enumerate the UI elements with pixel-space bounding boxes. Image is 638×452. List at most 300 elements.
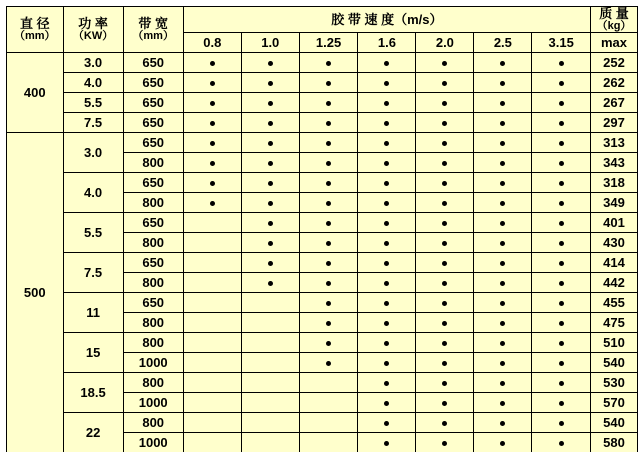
dot-icon: [559, 161, 564, 166]
dot-icon: [442, 161, 447, 166]
mass-cell: 401: [591, 213, 638, 233]
dot-icon: [384, 121, 389, 126]
power-cell: 3.0: [63, 53, 123, 73]
dot-icon: [384, 141, 389, 146]
dot-icon: [500, 101, 505, 106]
dot-icon: [559, 81, 564, 86]
dot-icon: [559, 101, 564, 106]
header-power-unit: （KW）: [72, 29, 114, 42]
dot-icon: [268, 221, 273, 226]
table-row: [7, 293, 638, 313]
dot-icon: [384, 61, 389, 66]
belt-width-cell: 800: [123, 233, 183, 253]
availability-dot-cell: [299, 333, 358, 353]
dot-icon: [442, 201, 447, 206]
table-row: [7, 53, 638, 73]
availability-empty-cell: [299, 393, 358, 413]
availability-empty-cell: [241, 333, 299, 353]
mass-cell: 475: [591, 313, 638, 333]
dot-icon: [210, 101, 215, 106]
availability-empty-cell: [241, 393, 299, 413]
mass-cell: 349: [591, 193, 638, 213]
availability-empty-cell: [183, 373, 241, 393]
availability-dot-cell: [358, 393, 416, 413]
availability-dot-cell: [183, 73, 241, 93]
dot-icon: [442, 301, 447, 306]
dot-icon: [559, 341, 564, 346]
availability-dot-cell: [241, 273, 299, 293]
mass-cell: 570: [591, 393, 638, 413]
availability-dot-cell: [474, 333, 532, 353]
availability-dot-cell: [358, 53, 416, 73]
availability-dot-cell: [416, 273, 474, 293]
availability-dot-cell: [416, 53, 474, 73]
availability-dot-cell: [474, 273, 532, 293]
dot-icon: [500, 121, 505, 126]
dot-icon: [326, 241, 331, 246]
availability-empty-cell: [241, 293, 299, 313]
availability-empty-cell: [183, 253, 241, 273]
belt-width-cell: 800: [123, 153, 183, 173]
table-row: [7, 73, 638, 93]
dot-icon: [326, 121, 331, 126]
availability-dot-cell: [532, 173, 591, 193]
dot-icon: [384, 101, 389, 106]
dot-icon: [384, 181, 389, 186]
dot-icon: [559, 221, 564, 226]
availability-empty-cell: [183, 313, 241, 333]
dot-icon: [442, 261, 447, 266]
dot-icon: [500, 321, 505, 326]
dot-icon: [559, 361, 564, 366]
availability-dot-cell: [416, 393, 474, 413]
power-cell: 18.5: [63, 373, 123, 413]
dot-icon: [559, 301, 564, 306]
dot-icon: [500, 341, 505, 346]
availability-dot-cell: [474, 213, 532, 233]
availability-dot-cell: [358, 113, 416, 133]
table-row: [7, 93, 638, 113]
dot-icon: [442, 61, 447, 66]
power-cell: 4.0: [63, 173, 123, 213]
header-mass-label: 质 量: [599, 6, 629, 21]
dot-icon: [268, 121, 273, 126]
dot-icon: [268, 161, 273, 166]
mass-cell: 580: [591, 433, 638, 452]
dot-icon: [384, 441, 389, 446]
dot-icon: [210, 121, 215, 126]
availability-dot-cell: [416, 333, 474, 353]
dot-icon: [559, 61, 564, 66]
dot-icon: [442, 81, 447, 86]
dot-icon: [500, 61, 505, 66]
dot-icon: [442, 101, 447, 106]
dot-icon: [268, 241, 273, 246]
dot-icon: [326, 81, 331, 86]
dot-icon: [559, 121, 564, 126]
dot-icon: [210, 181, 215, 186]
availability-dot-cell: [532, 293, 591, 313]
availability-dot-cell: [532, 353, 591, 373]
power-cell: 7.5: [63, 253, 123, 293]
dot-icon: [268, 281, 273, 286]
mass-cell: 540: [591, 413, 638, 433]
dot-icon: [500, 161, 505, 166]
dot-icon: [384, 201, 389, 206]
dot-icon: [210, 81, 215, 86]
availability-empty-cell: [183, 333, 241, 353]
dot-icon: [559, 421, 564, 426]
availability-empty-cell: [241, 433, 299, 452]
power-cell: 3.0: [63, 133, 123, 173]
dot-icon: [384, 321, 389, 326]
availability-dot-cell: [474, 153, 532, 173]
mass-cell: 510: [591, 333, 638, 353]
availability-dot-cell: [532, 233, 591, 253]
availability-dot-cell: [358, 373, 416, 393]
availability-empty-cell: [183, 233, 241, 253]
availability-dot-cell: [358, 233, 416, 253]
dot-icon: [326, 161, 331, 166]
belt-width-cell: 800: [123, 373, 183, 393]
dot-icon: [326, 261, 331, 266]
dot-icon: [500, 361, 505, 366]
availability-dot-cell: [358, 333, 416, 353]
availability-dot-cell: [299, 293, 358, 313]
availability-dot-cell: [474, 233, 532, 253]
power-cell: 11: [63, 293, 123, 333]
belt-width-cell: 650: [123, 53, 183, 73]
belt-width-cell: 650: [123, 293, 183, 313]
availability-dot-cell: [358, 253, 416, 273]
dot-icon: [384, 81, 389, 86]
availability-dot-cell: [358, 133, 416, 153]
availability-dot-cell: [241, 193, 299, 213]
table-row: [7, 373, 638, 393]
availability-dot-cell: [358, 213, 416, 233]
availability-dot-cell: [532, 433, 591, 452]
mass-cell: 262: [591, 73, 638, 93]
belt-width-cell: 800: [123, 193, 183, 213]
availability-dot-cell: [299, 273, 358, 293]
availability-dot-cell: [299, 93, 358, 113]
availability-dot-cell: [532, 133, 591, 153]
header-mass-unit: （kg）: [596, 19, 632, 32]
mass-cell: 455: [591, 293, 638, 313]
availability-dot-cell: [358, 413, 416, 433]
belt-width-cell: 800: [123, 313, 183, 333]
table-row: [7, 173, 638, 193]
table-head: [7, 7, 638, 53]
availability-dot-cell: [241, 233, 299, 253]
belt-width-cell: 1000: [123, 393, 183, 413]
power-cell: 5.5: [63, 213, 123, 253]
availability-dot-cell: [532, 253, 591, 273]
header-belt-width-unit: （mm）: [132, 29, 174, 42]
availability-dot-cell: [241, 73, 299, 93]
dot-icon: [442, 421, 447, 426]
table-row: [7, 333, 638, 353]
dot-icon: [442, 401, 447, 406]
header-speed-6: 3.15: [532, 33, 591, 53]
dot-icon: [384, 361, 389, 366]
availability-dot-cell: [299, 173, 358, 193]
table-row: [7, 113, 638, 133]
dot-icon: [268, 81, 273, 86]
availability-dot-cell: [532, 393, 591, 413]
availability-dot-cell: [532, 213, 591, 233]
belt-width-cell: 650: [123, 173, 183, 193]
availability-empty-cell: [183, 353, 241, 373]
availability-dot-cell: [532, 413, 591, 433]
availability-dot-cell: [299, 113, 358, 133]
availability-dot-cell: [358, 93, 416, 113]
belt-width-cell: 650: [123, 133, 183, 153]
power-cell: 15: [63, 333, 123, 373]
table-body: [7, 53, 638, 452]
belt-width-cell: 800: [123, 413, 183, 433]
availability-dot-cell: [416, 253, 474, 273]
belt-width-cell: 650: [123, 213, 183, 233]
availability-dot-cell: [416, 93, 474, 113]
dot-icon: [268, 101, 273, 106]
availability-dot-cell: [474, 373, 532, 393]
header-speed-2: 1.25: [299, 33, 358, 53]
availability-dot-cell: [299, 53, 358, 73]
mass-cell: 442: [591, 273, 638, 293]
dot-icon: [326, 101, 331, 106]
availability-dot-cell: [358, 273, 416, 293]
availability-empty-cell: [183, 413, 241, 433]
availability-dot-cell: [358, 73, 416, 93]
availability-dot-cell: [416, 173, 474, 193]
dot-icon: [559, 241, 564, 246]
availability-dot-cell: [474, 253, 532, 273]
dot-icon: [326, 181, 331, 186]
availability-empty-cell: [183, 393, 241, 413]
availability-dot-cell: [299, 353, 358, 373]
dot-icon: [210, 201, 215, 206]
availability-dot-cell: [532, 93, 591, 113]
mass-cell: 343: [591, 153, 638, 173]
header-belt-width: [123, 7, 183, 53]
dot-icon: [500, 141, 505, 146]
dot-icon: [326, 201, 331, 206]
dot-icon: [384, 161, 389, 166]
availability-dot-cell: [474, 433, 532, 452]
specification-table: [6, 6, 638, 452]
availability-empty-cell: [241, 413, 299, 433]
availability-dot-cell: [241, 113, 299, 133]
dot-icon: [326, 61, 331, 66]
dot-icon: [268, 261, 273, 266]
availability-dot-cell: [358, 153, 416, 173]
availability-empty-cell: [183, 293, 241, 313]
belt-width-cell: 1000: [123, 433, 183, 452]
availability-dot-cell: [183, 93, 241, 113]
availability-dot-cell: [532, 373, 591, 393]
table-row: [7, 413, 638, 433]
mass-cell: 318: [591, 173, 638, 193]
dot-icon: [210, 141, 215, 146]
availability-dot-cell: [416, 373, 474, 393]
header-speed-1: 1.0: [241, 33, 299, 53]
dot-icon: [500, 241, 505, 246]
availability-dot-cell: [474, 53, 532, 73]
availability-dot-cell: [532, 113, 591, 133]
dot-icon: [500, 281, 505, 286]
mass-cell: 530: [591, 373, 638, 393]
dot-icon: [384, 401, 389, 406]
dot-icon: [559, 181, 564, 186]
dot-icon: [500, 381, 505, 386]
availability-dot-cell: [183, 53, 241, 73]
availability-dot-cell: [416, 153, 474, 173]
mass-cell: 267: [591, 93, 638, 113]
availability-dot-cell: [299, 213, 358, 233]
header-power-label: 功 率: [78, 16, 108, 31]
availability-dot-cell: [299, 153, 358, 173]
dot-icon: [268, 61, 273, 66]
availability-empty-cell: [183, 213, 241, 233]
dot-icon: [442, 241, 447, 246]
availability-dot-cell: [474, 93, 532, 113]
availability-dot-cell: [241, 93, 299, 113]
dot-icon: [500, 441, 505, 446]
header-speed-5: 2.5: [474, 33, 532, 53]
header-speed-4: 2.0: [416, 33, 474, 53]
availability-empty-cell: [183, 273, 241, 293]
dot-icon: [559, 281, 564, 286]
header-mass-max: max: [591, 33, 638, 53]
availability-dot-cell: [532, 153, 591, 173]
availability-dot-cell: [183, 113, 241, 133]
belt-width-cell: 800: [123, 273, 183, 293]
dot-icon: [384, 421, 389, 426]
header-belt-speed: 胶 带 速 度（m/s）: [183, 7, 590, 33]
table-row: [7, 133, 638, 153]
availability-dot-cell: [474, 113, 532, 133]
power-cell: 4.0: [63, 73, 123, 93]
dot-icon: [326, 281, 331, 286]
availability-dot-cell: [241, 153, 299, 173]
availability-dot-cell: [299, 233, 358, 253]
dot-icon: [442, 441, 447, 446]
mass-cell: 414: [591, 253, 638, 273]
header-diameter-unit: （mm）: [13, 29, 56, 42]
table-row: [7, 213, 638, 233]
dot-icon: [559, 261, 564, 266]
dot-icon: [559, 381, 564, 386]
availability-dot-cell: [241, 133, 299, 153]
dot-icon: [326, 221, 331, 226]
dot-icon: [500, 261, 505, 266]
availability-dot-cell: [299, 313, 358, 333]
mass-cell: 540: [591, 353, 638, 373]
availability-dot-cell: [299, 193, 358, 213]
availability-dot-cell: [416, 233, 474, 253]
power-cell: 22: [63, 413, 123, 452]
dot-icon: [500, 201, 505, 206]
dot-icon: [500, 421, 505, 426]
header-row-main: [7, 7, 638, 33]
availability-dot-cell: [474, 293, 532, 313]
dot-icon: [384, 301, 389, 306]
header-diameter-label: 直 径: [19, 16, 50, 31]
belt-width-cell: 650: [123, 113, 183, 133]
availability-dot-cell: [416, 413, 474, 433]
dot-icon: [500, 301, 505, 306]
dot-icon: [442, 381, 447, 386]
dot-icon: [384, 281, 389, 286]
dot-icon: [326, 141, 331, 146]
mass-cell: 430: [591, 233, 638, 253]
availability-dot-cell: [532, 53, 591, 73]
dot-icon: [210, 61, 215, 66]
availability-dot-cell: [416, 433, 474, 452]
availability-dot-cell: [241, 173, 299, 193]
availability-empty-cell: [299, 433, 358, 452]
availability-dot-cell: [474, 393, 532, 413]
availability-dot-cell: [532, 273, 591, 293]
mass-cell: 313: [591, 133, 638, 153]
availability-dot-cell: [532, 313, 591, 333]
dot-icon: [210, 161, 215, 166]
dot-icon: [384, 221, 389, 226]
availability-empty-cell: [241, 353, 299, 373]
power-cell: 5.5: [63, 93, 123, 113]
availability-empty-cell: [299, 413, 358, 433]
dot-icon: [559, 201, 564, 206]
availability-dot-cell: [299, 253, 358, 273]
mass-cell: 297: [591, 113, 638, 133]
header-speed-3: 1.6: [358, 33, 416, 53]
dot-icon: [384, 341, 389, 346]
dot-icon: [500, 401, 505, 406]
availability-dot-cell: [241, 53, 299, 73]
header-mass: [591, 7, 638, 33]
availability-dot-cell: [358, 353, 416, 373]
dot-icon: [442, 221, 447, 226]
dot-icon: [326, 321, 331, 326]
dot-icon: [559, 441, 564, 446]
belt-width-cell: 1000: [123, 353, 183, 373]
dot-icon: [442, 181, 447, 186]
availability-dot-cell: [183, 193, 241, 213]
dot-icon: [442, 141, 447, 146]
dot-icon: [559, 141, 564, 146]
dot-icon: [384, 241, 389, 246]
availability-dot-cell: [416, 113, 474, 133]
availability-dot-cell: [416, 293, 474, 313]
header-power: [63, 7, 123, 53]
availability-empty-cell: [299, 373, 358, 393]
dot-icon: [442, 281, 447, 286]
availability-dot-cell: [474, 173, 532, 193]
availability-dot-cell: [299, 133, 358, 153]
availability-dot-cell: [474, 413, 532, 433]
dot-icon: [559, 321, 564, 326]
dot-icon: [442, 321, 447, 326]
dot-icon: [500, 181, 505, 186]
dot-icon: [442, 361, 447, 366]
availability-dot-cell: [416, 193, 474, 213]
diameter-cell: 500: [7, 133, 64, 452]
availability-dot-cell: [358, 293, 416, 313]
availability-dot-cell: [183, 173, 241, 193]
diameter-cell: 400: [7, 53, 64, 133]
availability-dot-cell: [416, 353, 474, 373]
